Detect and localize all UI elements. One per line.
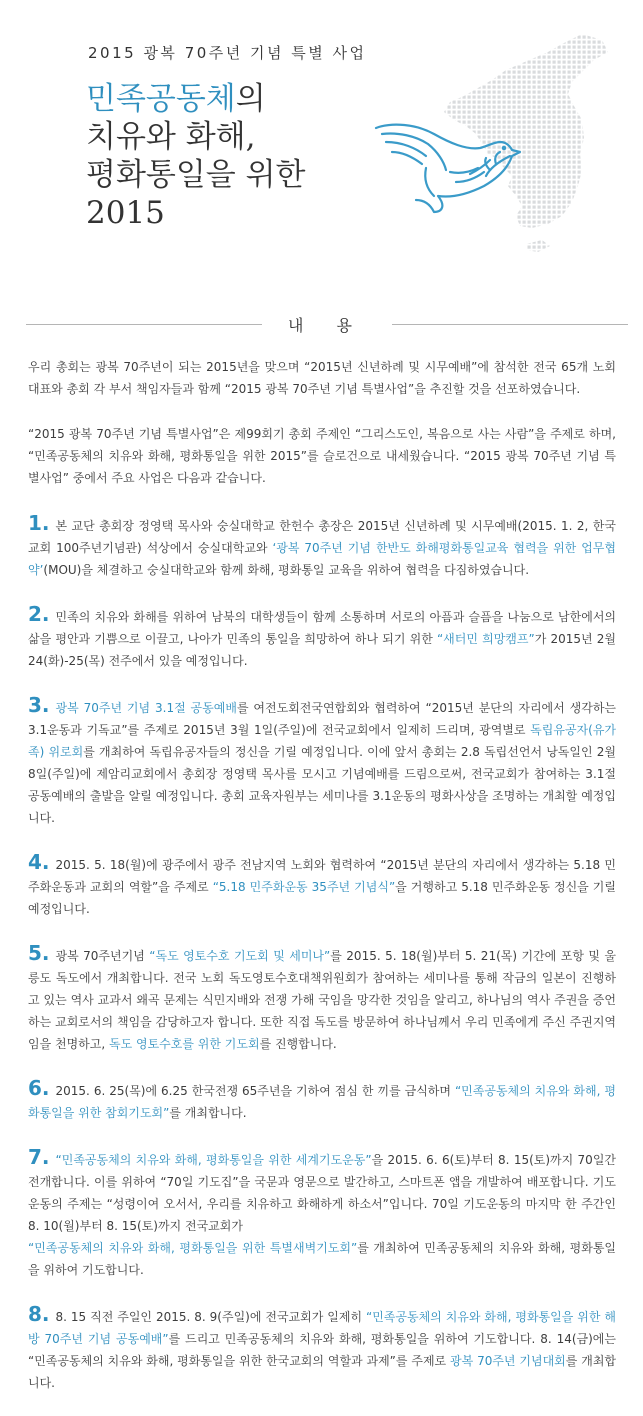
item-text: 을 2015. 6. 6(토)부터 8. 15(토)까지 70일간 전개합니다. 이를 위하여 “70일 기도집”을 국문과 영문으로 발간하고, 스마트폰 앱을 개발하여 배포합니다. 기도운동의 주제는 “성령이여 오서서, 우리를 치유하고 화해하게 하소서”입니다. 70일 기도운동의 마지막 한 주간인 8. 10(월)부터 8. 15(토)까지 전국교회가 bbox=[28, 1153, 617, 1233]
intro-paragraph-2: “2015 광복 70주년 기념 특별사업”은 제99회기 총회 주제인 “그리스도인, 복음으로 사는 사람”을 주제로 하며, “민족공동체의 치유와 화해, 평화통일을 위한 2015”를 슬로건으로 내세웠습니다. “2015 광복 70주년 기념 특별사업” 중에서 주요 사업은 다음과 같습니다. bbox=[28, 427, 616, 485]
item-number: 2. bbox=[28, 602, 50, 626]
item-highlight: 광복 70주년 기념대회 bbox=[450, 1354, 566, 1368]
item-highlight: “민족공동체의 치유와 화해, 평화통일을 위한 특별새벽기도회” bbox=[28, 1241, 358, 1255]
item-text: 본 교단 총회장 정영택 목사와 숭실대학교 한헌수 총장은 2015년 신년하례 및 시무예배(2015. 1. 2, 한국교회 100주년기념관) 석상에서 숭실대학교와 bbox=[28, 519, 616, 555]
list-item bbox=[28, 512, 616, 581]
title-line4: 2015 bbox=[86, 195, 165, 231]
item-highlight: “5.18 민주화운동 35주년 기념식” bbox=[212, 880, 396, 894]
item-number: 7. bbox=[28, 1145, 50, 1169]
item-highlight: “민족공동체의 치유와 화해, 평화통일을 위한 해방 70주년 기념 공동예배” bbox=[28, 1310, 616, 1346]
item-text: 를 진행합니다. bbox=[259, 1037, 337, 1051]
item-number: 4. bbox=[28, 850, 50, 874]
item-text: 광복 70주년기념 bbox=[55, 949, 150, 963]
item-text: 를 개최하여 민족공동체의 치유와 화해, 평화통일을 위하여 기도합니다. bbox=[28, 1241, 617, 1277]
subtitle: 2015 광복 70주년 기념 특별 사업 bbox=[88, 44, 367, 62]
list-item bbox=[28, 942, 616, 1055]
list-item bbox=[28, 851, 616, 920]
item-text: 를 개최하여 독립유공자들의 정신을 기릴 예정입니다. 이에 앞서 총회는 2.8 독립선언서 낭독일인 2월 8일(주일)에 제암리교회에서 총회장 정영택 목사를 모시고 기념예배를 드림으로써, 전국교회가 참여하는 3.1절 공동예배의 출발을 알릴 예정입니다. 총회 교육자원부는 세미나를 3.1운동의 평화사상을 조명하는 개최할 예정입니다. bbox=[28, 745, 616, 825]
item-text: 를 드리고 민족공동체의 치유와 화해, 평화통일을 위하여 기도합니다. 8. 14(금)에는 “민족공동체의 치유와 화해, 평화통일을 위한 한국교회의 역할과 과제”를 주제로 bbox=[28, 1332, 616, 1368]
item-number: 6. bbox=[28, 1076, 50, 1100]
divider-line-left bbox=[26, 324, 262, 325]
section-heading: 내 용 bbox=[288, 316, 366, 335]
item-text: 를 여전도회전국연합회와 협력하여 “2015년 분단의 자리에서 생각하는 3.1운동과 기독교”를 주제로 2015년 3월 1일(주일)에 전국교회에서 일제히 드리며, 광역별로 bbox=[28, 701, 616, 737]
page-title bbox=[86, 80, 305, 232]
item-text: 8. 15 직전 주일인 2015. 8. 9(주일)에 전국교회가 일제히 bbox=[55, 1310, 366, 1324]
item-number: 3. bbox=[28, 693, 50, 717]
item-text: 2015. 6. 25(목)에 6.25 한국전쟁 65주년을 기하여 점심 한 끼를 금식하며 bbox=[55, 1084, 455, 1098]
section-divider bbox=[26, 315, 628, 335]
item-highlight: 독립유공자(유가족) 위로회 bbox=[28, 723, 616, 759]
title-line3: 평화통일을 위한 bbox=[86, 157, 306, 193]
list-item bbox=[28, 694, 616, 829]
item-text: 을 거행하고 5.18 민주화운동 정신을 기릴 예정입니다. bbox=[28, 880, 616, 916]
title-line2: 치유와 화해, bbox=[86, 119, 256, 155]
item-highlight: “민족공동체의 치유와 화해, 평화통일을 위한 참회기도회” bbox=[28, 1084, 616, 1120]
title-highlight: 민족공동체 bbox=[86, 81, 236, 117]
item-highlight: 광복 70주년 기념 3.1절 공동예배 bbox=[55, 701, 237, 715]
item-highlight: “새터민 희망캠프” bbox=[436, 632, 535, 646]
list-item bbox=[28, 1077, 616, 1124]
divider-line-right bbox=[392, 324, 628, 325]
item-text: 를 개최합니다. bbox=[28, 1354, 617, 1390]
item-number: 5. bbox=[28, 941, 50, 965]
list-item bbox=[28, 1146, 616, 1281]
item-number: 8. bbox=[28, 1302, 50, 1326]
item-highlight: “독도 영토수호 기도회 및 세미나” bbox=[149, 949, 331, 963]
title-line1-rest: 의 bbox=[235, 81, 266, 117]
item-text: 를 2015. 5. 18(월)부터 5. 21(목) 기간에 포항 및 울릉도 독도에서 개최합니다. 전국 노회 독도영토수호대책위원회가 참여하는 세미나를 통해 작금의 일본이 진행하고 있는 역사 교과서 왜곡 문제는 식민지배와 전쟁 가해 국임을 망각한 것임을 알리고, 하나님의 역사 주권을 증언하는 교회로서의 책임을 감당하고자 합니다. 또한 직접 독도를 방문하여 하나님께서 우리 민족에게 주신 주권지역임을 천명하고, bbox=[28, 949, 617, 1051]
item-highlight: “민족공동체의 치유와 화해, 평화통일을 위한 세계기도운동” bbox=[55, 1153, 372, 1167]
item-text: 가 2015년 2월 24(화)-25(목) 전주에서 있을 예정입니다. bbox=[28, 632, 616, 668]
item-text: 를 개최합니다. bbox=[169, 1106, 247, 1120]
item-highlight: 독도 영토수호를 위한 기도회 bbox=[109, 1037, 260, 1051]
item-number: 1. bbox=[28, 511, 50, 535]
list-item bbox=[28, 1303, 616, 1394]
item-highlight: ‘광복 70주년 기념 한반도 화해평화통일교육 협력을 위한 업무협약’ bbox=[28, 541, 616, 577]
intro-paragraph-1: 우리 총회는 광복 70주년이 되는 2015년을 맞으며 “2015년 신년하례 및 시무예배”에 참석한 전국 65개 노회 대표와 총회 각 부서 책임자들과 함께 “2015 광복 70주년 기념 특별사업”을 추진할 것을 선포하였습니다. bbox=[28, 360, 616, 396]
item-text: (MOU)을 체결하고 숭실대학교와 함께 화해, 평화통일 교육을 위하여 협력을 다짐하였습니다. bbox=[43, 563, 530, 577]
item-text: 2015. 5. 18(월)에 광주에서 광주 전남지역 노회와 협력하여 “2015년 분단의 자리에서 생각하는 5.18 민주화운동과 교회의 역할”을 주제로 bbox=[28, 858, 616, 894]
dove-icon bbox=[372, 112, 522, 216]
content-body bbox=[28, 356, 616, 1416]
list-item bbox=[28, 603, 616, 672]
item-text: 민족의 치유와 화해를 위하여 남북의 대학생들이 함께 소통하며 서로의 아픔과 슬픔을 나눔으로 남한에서의 삶을 평안과 기쁨으로 이끌고, 나아가 민족의 통일을 희망하여 하나 되기 위한 bbox=[28, 610, 616, 646]
